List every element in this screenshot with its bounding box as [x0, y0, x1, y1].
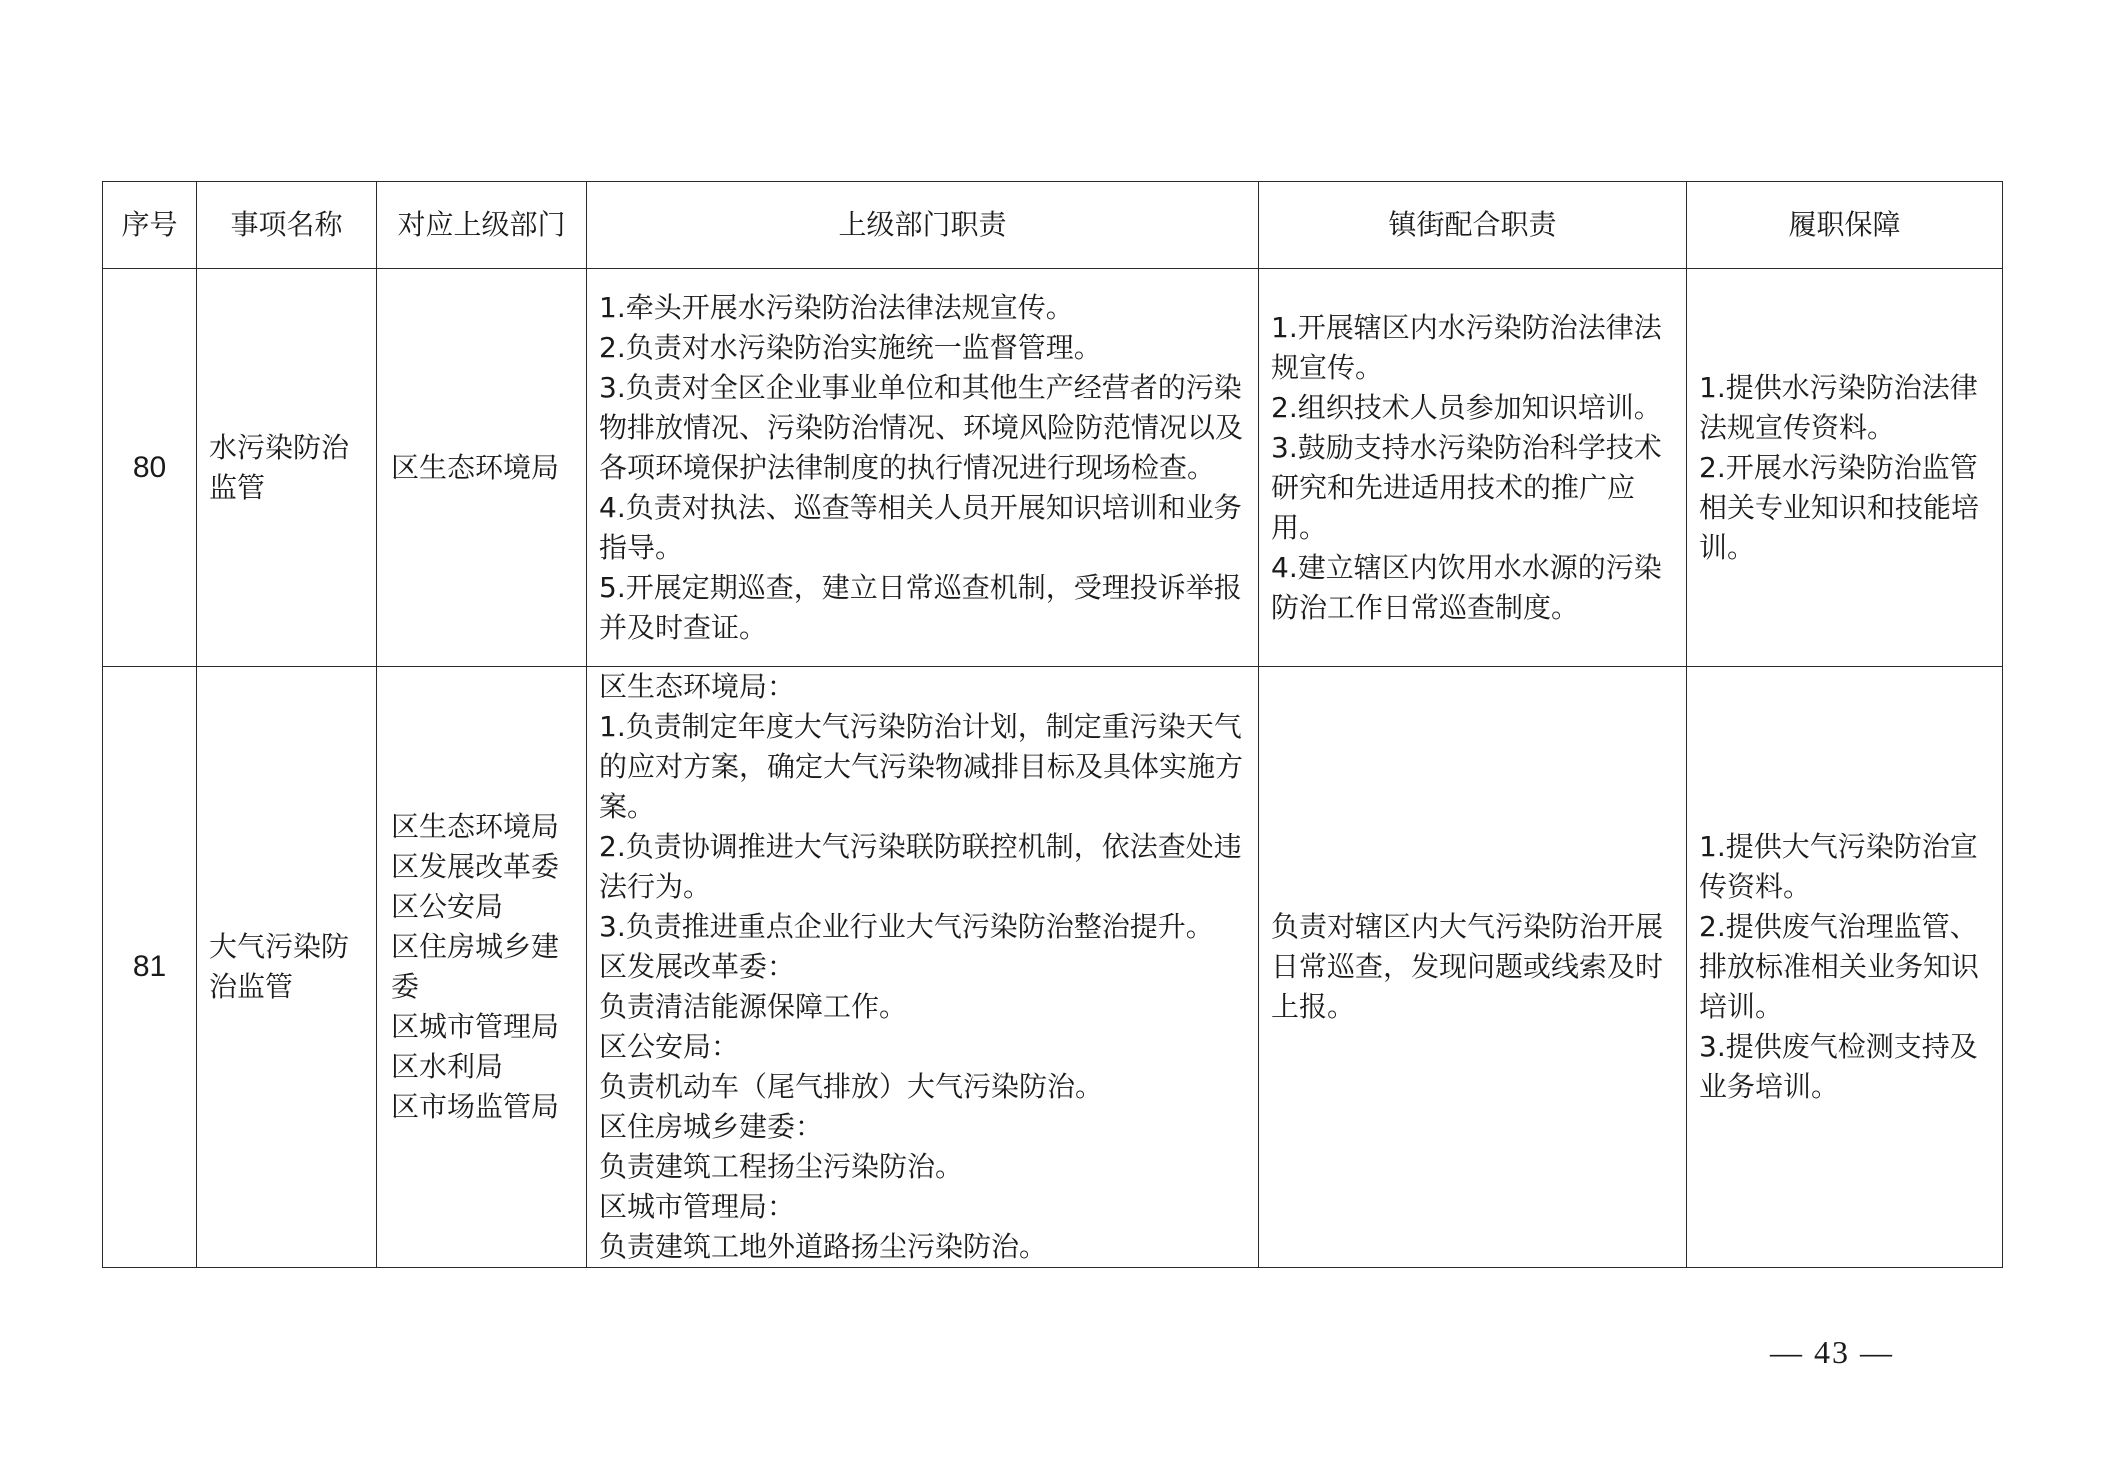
cell-line: 区城市管理局 [391, 1010, 560, 1043]
item-name-cell [197, 269, 377, 667]
cell-line: 负责建筑工程扬尘污染防治。 [599, 1150, 964, 1183]
cell-line: 负责清洁能源保障工作。 [599, 990, 908, 1023]
cell-line: 3.提供废气检测支持及业务培训。 [1699, 1030, 1978, 1103]
cell-line: 3.鼓励支持水污染防治科学技术研究和先进适用技术的推广应用。 [1271, 430, 1662, 544]
cell-line: 区生态环境局 [391, 450, 560, 484]
cell-line: 4.负责对执法、巡查等相关人员开展知识培训和业务指导。 [599, 490, 1242, 564]
cell-line: 2.提供废气治理监管、排放标准相关业务知识培训。 [1699, 910, 1980, 1023]
cell-line: 3.负责对全区企业事业单位和其他生产经营者的污染物排放情况、污染防治情况、环境风险防范情况以及各项环境保护法律制度的执行情况进行现场检查。 [599, 370, 1244, 484]
cell-line: 1.负责制定年度大气污染防治计划，制定重污染天气的应对方案，确定大气污染物减排目标及具体实施方案。 [599, 710, 1244, 823]
cell-line: 水污染防治 [209, 430, 350, 464]
cell-line: 负责建筑工地外道路扬尘污染防治。 [599, 1230, 1048, 1263]
cell-line: 负责机动车（尾气排放）大气污染防治。 [599, 1070, 1104, 1103]
header-town-duty: 镇街配合职责 [1259, 182, 1687, 269]
cell-line: 大气污染防 [209, 930, 350, 963]
town-duty-cell [1259, 269, 1687, 667]
row-number-cell [103, 269, 197, 667]
cell-line: 区水利局 [391, 1050, 504, 1083]
cell-line: 5.开展定期巡查，建立日常巡查机制，受理投诉举报并及时查证。 [599, 570, 1242, 644]
cell-line: 区发展改革委 [391, 850, 560, 883]
town-duty-cell [1259, 667, 1687, 1268]
row-number: 80 [132, 450, 167, 484]
duty-table [102, 181, 2003, 1268]
cell-line: 2.负责对水污染防治实施统一监督管理。 [599, 330, 1102, 364]
cell-line: 2.组织技术人员参加知识培训。 [1271, 390, 1662, 424]
row-number: 81 [132, 950, 167, 983]
department-cell [377, 667, 587, 1268]
cell-line: 区住房城乡建委 [391, 930, 560, 1003]
cell-line: 区市场监管局 [391, 1090, 560, 1123]
cell-line: 负责对辖区内大气污染防治开展日常巡查，发现问题或线索及时上报。 [1271, 910, 1664, 1023]
table-row [103, 269, 2003, 667]
cell-line: 1.提供水污染防治法律法规宣传资料。 [1699, 370, 1978, 444]
item-name-cell [197, 667, 377, 1268]
cell-line: 1.开展辖区内水污染防治法律法规宣传。 [1271, 310, 1662, 384]
superior-duty-cell [587, 269, 1259, 667]
cell-line: 区生态环境局： [599, 670, 796, 703]
cell-line: 区发展改革委： [599, 950, 796, 983]
cell-line: 4.建立辖区内饮用水水源的污染防治工作日常巡查制度。 [1271, 550, 1662, 624]
header-guarantee: 履职保障 [1687, 182, 2003, 269]
table-row [103, 667, 2003, 1268]
header-department: 对应上级部门 [377, 182, 587, 269]
guarantee-cell [1687, 667, 2003, 1268]
cell-line: 区城市管理局： [599, 1190, 796, 1223]
cell-line: 监管 [209, 470, 266, 504]
cell-line: 区公安局： [599, 1030, 740, 1063]
header-superior-duty: 上级部门职责 [587, 182, 1259, 269]
cell-line: 2.负责协调推进大气污染联防联控机制，依法查处违法行为。 [599, 830, 1242, 903]
cell-line: 3.负责推进重点企业行业大气污染防治整治提升。 [599, 910, 1214, 943]
header-item-name: 事项名称 [197, 182, 377, 269]
table-header-row [103, 182, 2003, 269]
header-no: 序号 [103, 182, 197, 269]
superior-duty-cell [587, 667, 1259, 1268]
cell-line: 区生态环境局 [391, 810, 560, 843]
guarantee-cell [1687, 269, 2003, 667]
row-number-cell [103, 667, 197, 1268]
cell-line: 区住房城乡建委： [599, 1110, 824, 1143]
page-number: — 43 — [1770, 1334, 1894, 1370]
cell-line: 区公安局 [391, 890, 504, 923]
cell-line: 治监管 [209, 970, 294, 1003]
department-cell [377, 269, 587, 667]
cell-line: 1.提供大气污染防治宣传资料。 [1699, 830, 1978, 903]
cell-line: 1.牵头开展水污染防治法律法规宣传。 [599, 290, 1074, 324]
cell-line: 2.开展水污染防治监管相关专业知识和技能培训。 [1699, 450, 1980, 564]
